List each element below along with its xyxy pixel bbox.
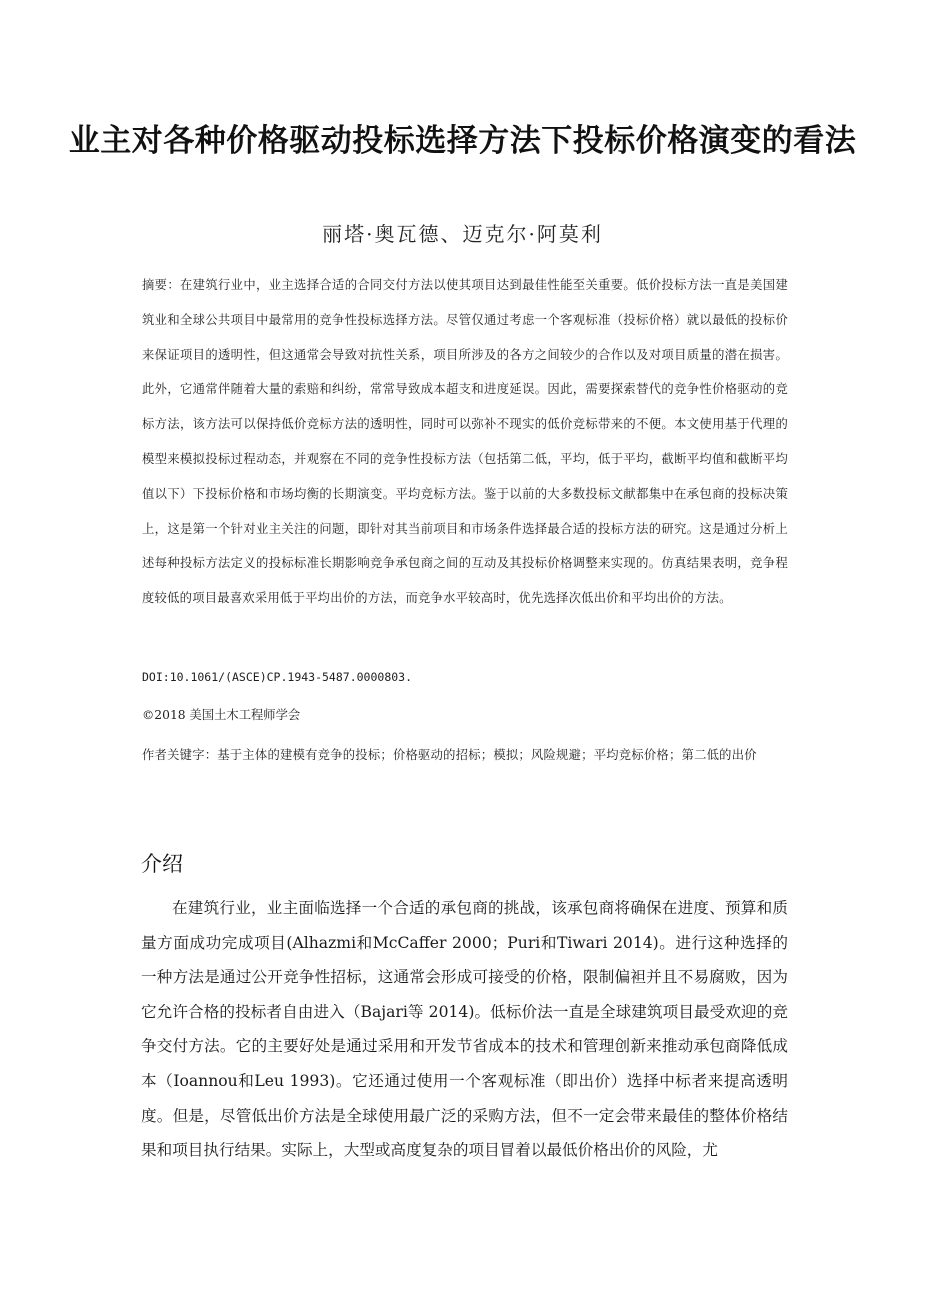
paper-title: 业主对各种价格驱动投标选择方法下投标价格演变的看法 xyxy=(68,123,857,159)
abstract-text: 摘要：在建筑行业中，业主选择合适的合同交付方法以使其项目达到最佳性能至关重要。低价投标方法一直是美国建筑业和全球公共项目中最常用的竞争性投标选择方法。尽管仅通过考虑一个客观标准（投标价格）就以最低的投标价来保证项目的透明性，但这通常会导致对抗性关系，项目所涉及的各方之间较少的合作以及对项目质量的潜在损害。此外，它通常伴随着大量的索赔和纠纷，常常导致成本超支和进度延误。因此，需要探索替代的竞争性价格驱动的竞标方法，该方法可以保持低价竞标方法的透明性，同时可以弥补不现实的低价竞标带来的不便。本文使用基于代理的模型来模拟投标过程动态，并观察在不同的竞争性投标方法（包括第二低，平均，低于平均，截断平均值和截断平均值以下）下投标价格和市场均衡的长期演变。平均竞标方法。鉴于以前的大多数投标文献都集中在承包商的投标决策上，这是第一个针对业主关注的问题，即针对其当前项目和市场条件选择最合适的投标方法的研究。这是通过分析上述每种投标方法定义的投标标准长期影响竞争承包商之间的互动及其投标价格调整来实现的。仿真结果表明，竞争程度较低的项目最喜欢采用低于平均出价的方法，而竞争水平较高时，优先选择次低出价和平均出价的方法。 xyxy=(142,278,788,606)
copyright-line: ©2018 美国土木工程师学会 xyxy=(142,708,301,722)
section-heading-introduction: 介绍 xyxy=(141,852,183,876)
section-body-introduction: 在建筑行业，业主面临选择一个合适的承包商的挑战，该承包商将确保在进度、预算和质量方面成功完成项目(Alhazmi和McCaffer 2000；Puri和Tiwari 2014)。进行这种选择的一种方法是通过公开竞争性招标，这通常会形成可接受的价格，限制偏袒并且不易腐败，因为它允许合格的投标者自由进入（Bajari等 2014)。低标价法一直是全球建筑项目最受欢迎的竞争交付方法。它的主要好处是通过采用和开发节省成本的技术和管理创新来推动承包商降低成本（Ioannou和Leu 1993)。它还通过使用一个客观标准（即出价）选择中标者来提高透明度。但是，尽管低出价方法是全球使用最广泛的采购方法，但不一定会带来最佳的整体价格结果和项目执行结果。实际上，大型或高度复杂的项目冒着以最低价格出价的风险，尤 xyxy=(141,899,788,1160)
doi-line: DOI:10.1061/(ASCE)CP.1943-5487.0000803. xyxy=(142,670,413,684)
keywords-text: 作者关键字：基于主体的建模有竞争的投标；价格驱动的招标；模拟；风险规避；平均竞标价格；第二低的出价 xyxy=(142,748,757,762)
paper-authors: 丽塔·奥瓦德、迈克尔·阿莫利 xyxy=(322,222,603,246)
